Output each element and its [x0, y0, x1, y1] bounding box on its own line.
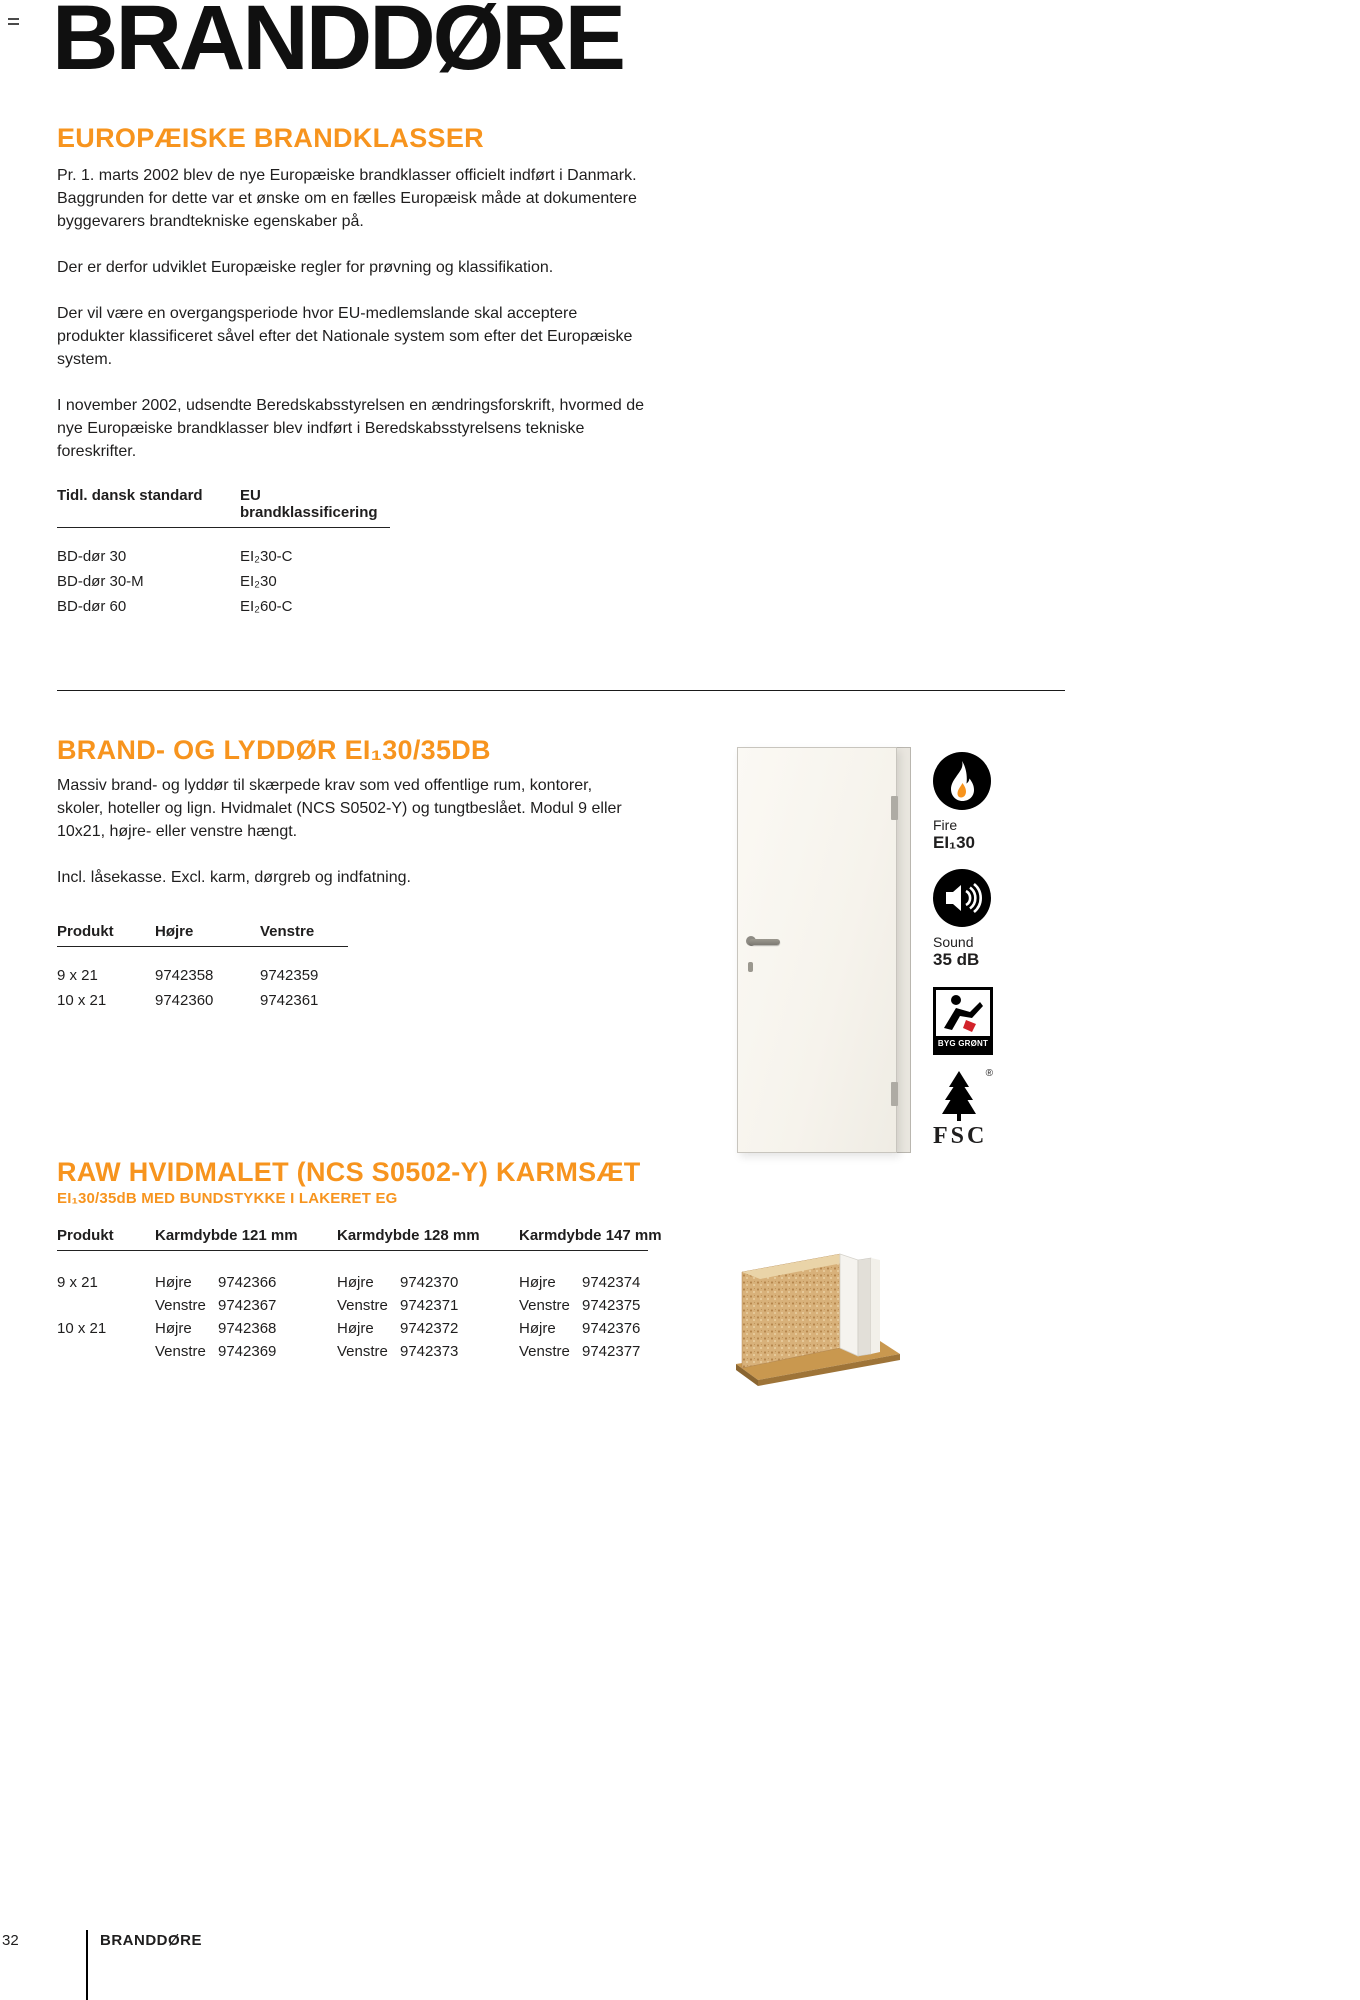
produkt-cell: 9 x 21 — [57, 967, 98, 985]
header-hojre: Højre — [155, 923, 194, 941]
class-table-header-row — [57, 487, 390, 528]
certification-badges — [933, 752, 995, 1150]
fire-label: Fire — [933, 817, 958, 833]
produkt-cell: 10 x 21 — [57, 992, 107, 1010]
door-note: Incl. låsekasse. Excl. karm, dørgreb og indfatning. — [57, 869, 411, 887]
table-row — [57, 1294, 648, 1317]
header-karmdybde-121: Karmdybde 121 mm — [155, 1227, 298, 1245]
fsc-badge — [933, 1070, 993, 1150]
byg-gront-label: BYG GRØNT — [936, 1036, 990, 1052]
door-hinge-bottom — [891, 1082, 898, 1106]
direction-cell: Venstre — [155, 1297, 206, 1315]
table-row — [57, 1271, 648, 1294]
footer-divider — [86, 1930, 88, 2000]
direction-cell: Venstre — [519, 1297, 570, 1315]
sound-rating-value: 35 dB — [933, 950, 980, 969]
header-venstre: Venstre — [260, 923, 315, 941]
table-row — [57, 569, 390, 594]
section-heading-frame-set: RAW HVIDMALET (NCS S0502-Y) KARMSÆT — [57, 1157, 641, 1187]
corner-mark-bar — [8, 18, 19, 20]
article-number-cell: 9742373 — [400, 1343, 459, 1361]
table-row — [57, 988, 348, 1013]
table-row — [57, 1317, 648, 1340]
class-table-body — [57, 544, 390, 619]
danish-standard-cell: BD-dør 60 — [57, 598, 127, 616]
section-european-classes — [57, 124, 645, 619]
section-fire-sound-door — [57, 736, 677, 1013]
class-comparison-table — [57, 487, 390, 619]
article-number-cell: 9742374 — [582, 1274, 641, 1292]
danish-standard-cell: BD-dør 30 — [57, 548, 127, 566]
eu-class-cell: EI₂30-C — [240, 548, 293, 566]
direction-cell: Venstre — [337, 1343, 388, 1361]
door-hinge-top — [891, 796, 898, 820]
fire-rating-value: EI₁30 — [933, 833, 976, 852]
registered-trademark-mark: ® — [985, 1068, 993, 1079]
door-leaf — [737, 747, 897, 1153]
article-number-cell: 9742368 — [218, 1320, 277, 1338]
intro-paragraph-4: I november 2002, udsendte Beredskabsstyrelsen en ændringsforskrift, hvormed de nye Europæiske brandklasser blev indført i Beredskabsstyrelsens tekniske foreskrifter. — [57, 397, 644, 461]
produkt-cell: 10 x 21 — [57, 1320, 107, 1338]
frame-set-subheading: EI₁30/35dB MED BUNDSTYKKE I LAKERET EG — [57, 1190, 398, 1208]
section-heading-european-classes: EUROPÆISKE BRANDKLASSER — [57, 123, 484, 153]
intro-paragraph-1: Pr. 1. marts 2002 blev de nye Europæiske brandklasser officielt indført i Danmark. Baggrunden for dette var et ønske om en fælles Europæisk måde at dokumentere byggevarers brandtekniske egenskaber på. — [57, 167, 637, 231]
intro-paragraph-3: Der vil være en overgangsperiode hvor EU-medlemslande skal acceptere produkter klassificeret såvel efter det Nationale system som efter det Europæiske system. — [57, 305, 633, 369]
venstre-number-cell: 9742359 — [260, 967, 319, 985]
article-number-cell: 9742369 — [218, 1343, 277, 1361]
venstre-number-cell: 9742361 — [260, 992, 319, 1010]
intro-paragraph-2: Der er derfor udviklet Europæiske regler for prøvning og klassifikation. — [57, 259, 554, 277]
frame-set-table — [57, 1227, 662, 1363]
corner-mark-bar — [8, 23, 19, 25]
article-number-cell: 9742372 — [400, 1320, 459, 1338]
direction-cell: Højre — [337, 1274, 374, 1292]
section-divider — [57, 690, 1065, 691]
direction-cell: Venstre — [337, 1297, 388, 1315]
eu-class-cell: EI₂30 — [240, 573, 277, 591]
produkt-cell — [57, 1340, 155, 1363]
door-keyhole — [748, 962, 753, 972]
hojre-number-cell: 9742360 — [155, 992, 214, 1010]
article-number-cell: 9742371 — [400, 1297, 459, 1315]
class-table-header-danish: Tidl. dansk standard — [57, 487, 203, 505]
direction-cell: Højre — [337, 1320, 374, 1338]
eu-class-cell: EI₂60-C — [240, 598, 293, 616]
frame-table-body — [57, 1271, 648, 1363]
product-table-header-row — [57, 923, 348, 947]
section-frame-set — [57, 1158, 737, 1363]
header-karmdybde-128: Karmdybde 128 mm — [337, 1227, 480, 1245]
table-row — [57, 544, 390, 569]
article-number-cell: 9742367 — [218, 1297, 277, 1315]
footer-section-label: BRANDDØRE — [100, 1932, 202, 1949]
table-row — [57, 594, 390, 619]
product-table-body — [57, 963, 348, 1013]
byg-gront-badge — [933, 987, 993, 1055]
sound-label: Sound — [933, 934, 974, 950]
frame-cross-section-photo — [728, 1238, 910, 1390]
fsc-tree-icon — [937, 1070, 981, 1122]
corner-mark — [8, 18, 19, 28]
fire-icon — [933, 752, 991, 810]
door-product-photo — [737, 747, 911, 1153]
header-produkt: Produkt — [57, 1227, 114, 1245]
section-heading-fire-sound-door: BRAND- OG LYDDØR EI₁30/35DB — [57, 735, 491, 765]
direction-cell: Højre — [519, 1320, 556, 1338]
danish-standard-cell: BD-dør 30-M — [57, 573, 144, 591]
article-number-cell: 9742376 — [582, 1320, 641, 1338]
article-number-cell: 9742375 — [582, 1297, 641, 1315]
frame-table-header-row — [57, 1227, 662, 1251]
page-number: 32 — [2, 1932, 19, 1949]
header-produkt: Produkt — [57, 923, 114, 941]
door-product-table — [57, 923, 348, 1013]
article-number-cell: 9742366 — [218, 1274, 277, 1292]
direction-cell: Højre — [155, 1320, 192, 1338]
hojre-number-cell: 9742358 — [155, 967, 214, 985]
direction-cell: Højre — [155, 1274, 192, 1292]
produkt-cell — [57, 1294, 155, 1317]
direction-cell: Højre — [519, 1274, 556, 1292]
produkt-cell: 9 x 21 — [57, 1274, 98, 1292]
table-row — [57, 1340, 648, 1363]
direction-cell: Venstre — [155, 1343, 206, 1361]
class-table-header-eu: EU brandklassificering — [240, 487, 378, 522]
byg-gront-icon — [936, 990, 990, 1036]
table-row — [57, 963, 348, 988]
door-description: Massiv brand- og lyddør til skærpede krav som ved offentlige rum, kontorer, skoler, hoteller og lign. Hvidmalet (NCS S0502-Y) og tungtbeslået. Modul 9 eller 10x21, højre- eller venstre hængt. — [57, 777, 622, 841]
direction-cell: Venstre — [519, 1343, 570, 1361]
sound-icon — [933, 869, 991, 927]
article-number-cell: 9742370 — [400, 1274, 459, 1292]
header-karmdybde-147: Karmdybde 147 mm — [519, 1227, 662, 1245]
page-title: BRANDDØRE — [52, 0, 623, 89]
door-handle-lever — [749, 939, 780, 945]
fsc-label: FSC — [933, 1123, 988, 1149]
article-number-cell: 9742377 — [582, 1343, 641, 1361]
